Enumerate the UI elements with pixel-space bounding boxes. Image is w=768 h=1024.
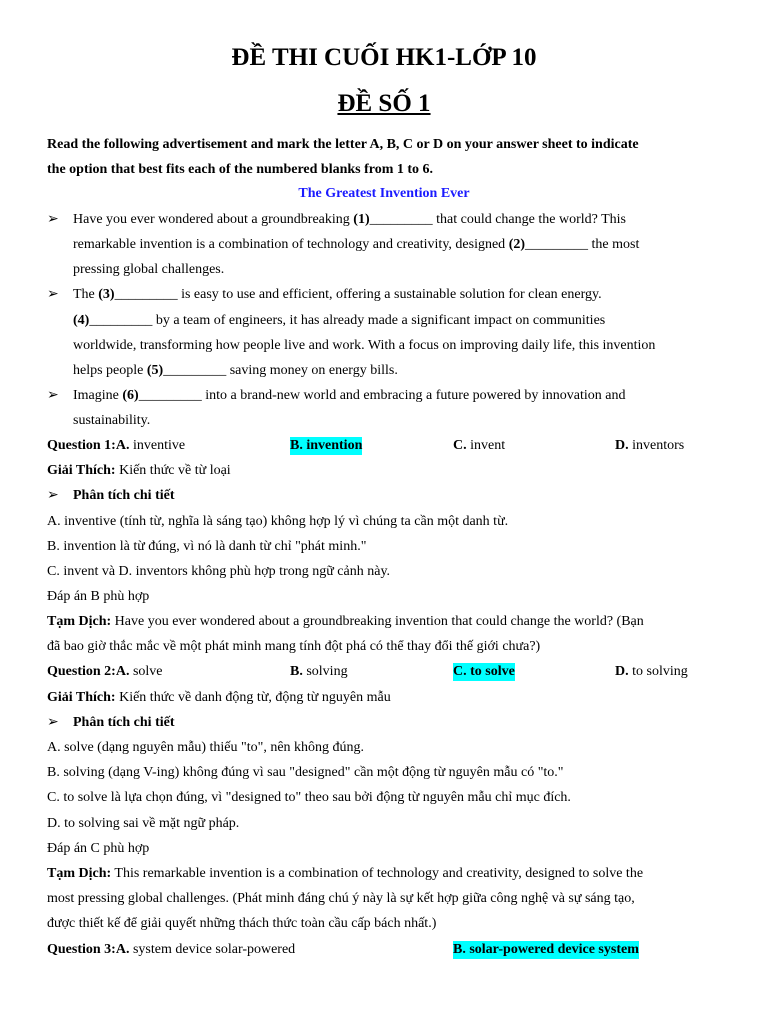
- instruction-line-2: the option that best fits each of the numbered blanks from 1 to 6.: [47, 162, 434, 177]
- passage-p2-line2: (4)_________ by a team of engineers, it has already made a significant impact on communities: [73, 313, 606, 328]
- q2-detail-line: C. to solve là lựa chọn đúng, vì "designed to" theo sau bởi động từ nguyên mẫu chỉ mục đích.: [47, 790, 571, 805]
- bullet-arrow-icon: ➢: [47, 715, 59, 730]
- passage-p1-line2: remarkable invention is a combination of technology and creativity, designed (2)_________ the most: [73, 237, 640, 252]
- q1-detail-line: C. invent và D. inventors không phù hợp trong ngữ cảnh này.: [47, 564, 391, 579]
- passage-p2-line1: The (3)_________ is easy to use and efficient, offering a sustainable solution for clean energy.: [73, 287, 602, 302]
- q1-detail-line: A. inventive (tính từ, nghĩa là sáng tạo) không hợp lý vì chúng ta cần một danh từ.: [47, 514, 509, 529]
- q2-option-c-answer: C. to solve: [453, 664, 515, 679]
- q3-option-a: Question 3:A. system device solar-powered: [47, 942, 296, 957]
- exam-subtitle-text: ĐỀ SỐ 1: [337, 90, 431, 117]
- q1-option-b-answer: B. invention: [290, 438, 363, 453]
- bullet-arrow-icon: ➢: [47, 212, 59, 227]
- q1-translation-line1: Tạm Dịch: Have you ever wondered about a groundbreaking invention that could change the world? (Bạn: [47, 614, 644, 629]
- q1-detail-line: B. invention là từ đúng, vì nó là danh từ chỉ "phát minh.": [47, 539, 367, 554]
- q2-translation-line3: được thiết kế để giải quyết những thách thức toàn cầu cấp bách nhất.): [47, 916, 437, 931]
- exam-subtitle: [0, 90, 768, 118]
- exam-title: ĐỀ THI CUỐI HK1-LỚP 10: [231, 44, 537, 71]
- bullet-arrow-icon: ➢: [47, 287, 59, 302]
- passage-p2-line4: helps people (5)_________ saving money on energy bills.: [73, 363, 398, 378]
- q1-option-c: C. invent: [453, 438, 506, 453]
- passage-title: The Greatest Invention Ever: [298, 186, 470, 201]
- passage-p1-line1: Have you ever wondered about a groundbreaking (1)_________ that could change the world? This: [73, 212, 626, 227]
- bullet-arrow-icon: ➢: [47, 488, 59, 503]
- q1-translation-line2: đã bao giờ thắc mắc về một phát minh mang tính đột phá có thể thay đổi thế giới chưa?): [47, 639, 541, 654]
- q1-option-a: Question 1:A. inventive: [47, 438, 186, 453]
- passage-p2-line3: worldwide, transforming how people live and work. With a focus on improving daily life, this invention: [73, 338, 656, 353]
- q1-option-d: D. inventors: [615, 438, 685, 453]
- q1-answer-note: Đáp án B phù hợp: [47, 589, 150, 604]
- q2-detail-heading: Phân tích chi tiết: [73, 715, 175, 730]
- passage-p3-line1: Imagine (6)_________ into a brand-new world and embracing a future powered by innovation and: [73, 388, 626, 403]
- passage-p3-line2: sustainability.: [73, 413, 151, 428]
- passage-p1-line3: pressing global challenges.: [73, 262, 225, 277]
- q2-option-b: B. solving: [290, 664, 348, 679]
- q2-detail-line: A. solve (dạng nguyên mẫu) thiếu "to", nên không đúng.: [47, 740, 365, 755]
- q2-detail-line: D. to solving sai về mặt ngữ pháp.: [47, 816, 240, 831]
- q1-detail-heading: Phân tích chi tiết: [73, 488, 175, 503]
- q2-option-a: Question 2:A. solve: [47, 664, 163, 679]
- q2-translation-line1: Tạm Dịch: This remarkable invention is a combination of technology and creativity, designed to solve the: [47, 866, 644, 881]
- q2-answer-note: Đáp án C phù hợp: [47, 841, 150, 856]
- q2-option-d: D. to solving: [615, 664, 688, 679]
- q2-translation-line2: most pressing global challenges. (Phát minh đáng chú ý này là sự kết hợp giữa công nghệ và sự sáng tạo,: [47, 891, 635, 906]
- q2-explanation: Giải Thích: Kiến thức về danh động từ, động từ nguyên mẫu: [47, 690, 391, 705]
- q2-detail-line: B. solving (dạng V-ing) không đúng vì sau "designed" cần một động từ nguyên mẫu có "to.": [47, 765, 564, 780]
- q1-explanation: Giải Thích: Kiến thức về từ loại: [47, 463, 231, 478]
- q3-option-b-answer: B. solar-powered device system: [453, 942, 639, 957]
- instruction-line-1: Read the following advertisement and mark the letter A, B, C or D on your answer sheet to indicate: [47, 137, 639, 152]
- bullet-arrow-icon: ➢: [47, 388, 59, 403]
